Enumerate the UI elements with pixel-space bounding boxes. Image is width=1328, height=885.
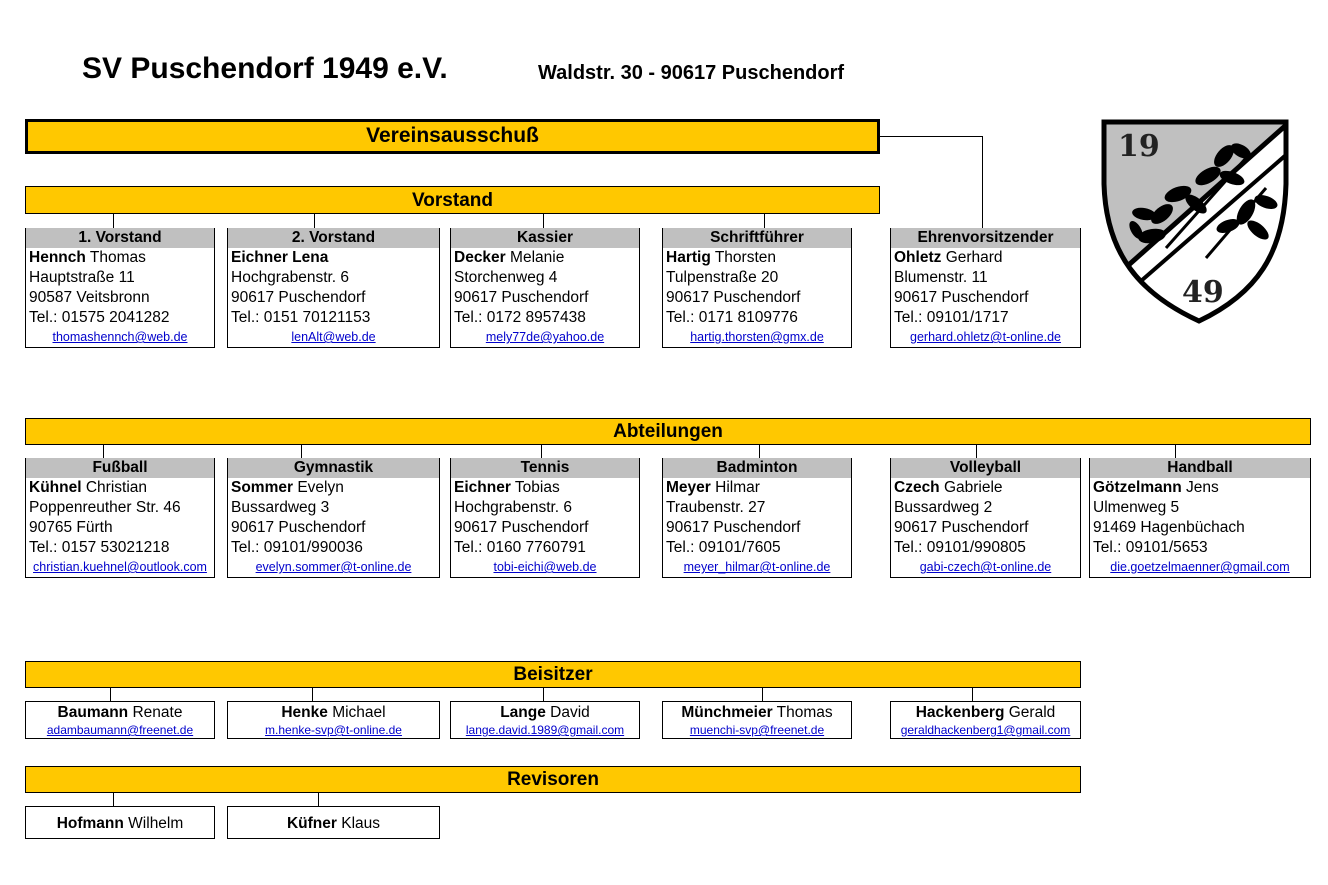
member-city: 90617 Puschendorf xyxy=(666,289,801,306)
member-city: 90617 Puschendorf xyxy=(231,519,366,536)
member-first-name: Thomas xyxy=(89,249,146,266)
member-city: 90587 Veitsbronn xyxy=(29,289,150,306)
member-email xyxy=(26,558,214,577)
connector-line xyxy=(110,688,111,701)
email-link[interactable]: muenchi-svp@freenet.de xyxy=(689,723,825,737)
connector-line xyxy=(113,793,114,806)
member-name xyxy=(228,807,439,841)
member-last-name: Eichner xyxy=(454,479,511,496)
member-city: 90765 Fürth xyxy=(29,519,113,536)
member-email xyxy=(663,723,851,739)
email-link[interactable]: evelyn.sommer@t-online.de xyxy=(255,560,412,574)
email-link[interactable]: christian.kuehnel@outlook.com xyxy=(33,560,207,574)
connector-line xyxy=(103,445,104,458)
club-address: Waldstr. 30 - 90617 Puschendorf xyxy=(538,62,845,84)
member-city: 91469 Hagenbüchach xyxy=(1093,519,1245,536)
member-first-name: Hilmar xyxy=(715,479,760,496)
connector-line xyxy=(318,793,319,806)
member-card xyxy=(450,228,640,348)
connector-line xyxy=(543,214,544,228)
connector-line xyxy=(541,445,542,458)
connector-line xyxy=(759,445,760,458)
member-first-name: Thorsten xyxy=(714,249,776,266)
email-link[interactable]: adambaumann@freenet.de xyxy=(46,723,194,737)
member-street: Tulpenstraße 20 xyxy=(666,269,779,286)
email-link[interactable]: die.goetzelmaenner@gmail.com xyxy=(1110,560,1290,574)
member-name xyxy=(451,248,639,268)
email-link[interactable]: m.henke-svp@t-online.de xyxy=(265,723,402,737)
member-city: 90617 Puschendorf xyxy=(666,519,801,536)
email-link[interactable]: gabi-czech@t-online.de xyxy=(919,560,1052,574)
connector-line xyxy=(312,688,313,701)
member-tel: Tel.: 09101/990036 xyxy=(231,539,363,556)
member-last-name: Küfner xyxy=(286,815,337,832)
connector-line xyxy=(972,688,973,701)
section-vereinsausschuss: Vereinsausschuß xyxy=(25,119,880,154)
member-name xyxy=(663,478,851,498)
connector-line xyxy=(113,214,114,228)
member-last-name: Ohletz xyxy=(894,249,942,266)
member-last-name: Eichner Lena xyxy=(231,249,329,266)
member-tel: Tel.: 09101/1717 xyxy=(894,309,1009,326)
connector-line xyxy=(976,445,977,458)
email-link[interactable]: tobi-eichi@web.de xyxy=(493,560,597,574)
member-last-name: Götzelmann xyxy=(1093,479,1182,496)
member-first-name: Jens xyxy=(1186,479,1219,496)
member-city: 90617 Puschendorf xyxy=(454,519,589,536)
role-header: Fußball xyxy=(26,458,214,478)
member-last-name: Hartig xyxy=(666,249,711,266)
connector-line xyxy=(301,445,302,458)
role-header: 1. Vorstand xyxy=(26,228,214,248)
email-link[interactable]: gerhard.ohletz@t-online.de xyxy=(910,330,1061,344)
member-city: 90617 Puschendorf xyxy=(454,289,589,306)
member-email xyxy=(228,723,439,739)
member-email xyxy=(451,328,639,347)
section-vorstand: Vorstand xyxy=(25,186,880,214)
member-name xyxy=(451,478,639,498)
crest-year-bottom: 49 xyxy=(1182,275,1224,310)
member-first-name: Wilhelm xyxy=(128,815,184,832)
member-tel: Tel.: 09101/990805 xyxy=(894,539,1026,556)
member-name xyxy=(663,248,851,268)
role-header: Badminton xyxy=(663,458,851,478)
section-revisoren: Revisoren xyxy=(25,766,1081,793)
member-name xyxy=(891,248,1080,268)
email-link[interactable]: lenAlt@web.de xyxy=(291,330,376,344)
member-last-name: Czech xyxy=(894,479,940,496)
connector-line xyxy=(543,688,544,701)
member-first-name: Gabriele xyxy=(943,479,1003,496)
member-tel: Tel.: 0171 8109776 xyxy=(666,309,798,326)
role-header: Volleyball xyxy=(891,458,1080,478)
member-first-name: Thomas xyxy=(776,704,833,721)
connector-line xyxy=(1175,445,1176,458)
member-tel: Tel.: 0151 70121153 xyxy=(231,309,371,326)
role-header: Tennis xyxy=(451,458,639,478)
email-link[interactable]: geraldhackenberg1@gmail.com xyxy=(900,723,1071,737)
member-city: 90617 Puschendorf xyxy=(231,289,366,306)
member-email xyxy=(451,723,639,739)
club-crest-icon xyxy=(1096,118,1294,324)
member-name xyxy=(26,702,214,723)
member-city: 90617 Puschendorf xyxy=(894,519,1029,536)
email-link[interactable]: thomashennch@web.de xyxy=(52,330,188,344)
member-card xyxy=(890,458,1081,578)
member-last-name: Kühnel xyxy=(29,479,82,496)
member-last-name: Decker xyxy=(454,249,506,266)
member-name xyxy=(1090,478,1310,498)
member-email xyxy=(228,328,439,347)
section-beisitzer: Beisitzer xyxy=(25,661,1081,688)
member-street: Bussardweg 3 xyxy=(231,499,330,516)
member-first-name: Evelyn xyxy=(297,479,344,496)
connector-line xyxy=(880,136,983,137)
member-name xyxy=(891,702,1080,723)
connector-line xyxy=(314,214,315,228)
member-email xyxy=(228,558,439,577)
member-box xyxy=(227,806,440,839)
member-street: Hochgrabenstr. 6 xyxy=(454,499,573,516)
member-name xyxy=(26,248,214,268)
member-street: Bussardweg 2 xyxy=(894,499,993,516)
member-email xyxy=(1090,558,1310,577)
role-header: Handball xyxy=(1090,458,1310,478)
member-name xyxy=(26,807,214,841)
member-tel: Tel.: 09101/5653 xyxy=(1093,539,1208,556)
email-link[interactable]: hartig.thorsten@gmx.de xyxy=(690,330,824,344)
section-abteilungen: Abteilungen xyxy=(25,418,1311,445)
member-email xyxy=(891,558,1080,577)
member-last-name: Meyer xyxy=(666,479,711,496)
member-first-name: Renate xyxy=(132,704,183,721)
member-last-name: Baumann xyxy=(57,704,129,721)
member-street: Traubenstr. 27 xyxy=(666,499,766,516)
member-name xyxy=(663,702,851,723)
member-first-name: Tobias xyxy=(514,479,560,496)
club-name: SV Puschendorf 1949 e.V. xyxy=(82,52,448,85)
member-tel: Tel.: 0160 7760791 xyxy=(454,539,586,556)
connector-line xyxy=(762,688,763,701)
member-name xyxy=(228,248,439,268)
member-email xyxy=(663,328,851,347)
member-name xyxy=(228,478,439,498)
member-tel: Tel.: 0172 8957438 xyxy=(454,309,586,326)
member-last-name: Münchmeier xyxy=(681,704,773,721)
member-card xyxy=(227,228,440,348)
member-first-name: Melanie xyxy=(510,249,565,266)
member-box xyxy=(450,701,640,739)
member-first-name: David xyxy=(550,704,590,721)
email-link[interactable]: mely77de@yahoo.de xyxy=(485,330,605,344)
member-box xyxy=(227,701,440,739)
member-last-name: Lange xyxy=(500,704,546,721)
member-street: Poppenreuther Str. 46 xyxy=(29,499,181,516)
member-last-name: Henke xyxy=(281,704,328,721)
member-last-name: Hennch xyxy=(29,249,86,266)
member-tel: Tel.: 09101/7605 xyxy=(666,539,781,556)
member-tel: Tel.: 01575 2041282 xyxy=(29,309,170,326)
member-email xyxy=(451,558,639,577)
member-city: 90617 Puschendorf xyxy=(894,289,1029,306)
member-card xyxy=(227,458,440,578)
member-first-name: Gerald xyxy=(1008,704,1056,721)
member-email xyxy=(891,328,1080,347)
member-email xyxy=(26,723,214,739)
connector-line xyxy=(764,214,765,228)
member-box xyxy=(25,806,215,839)
member-box xyxy=(662,701,852,739)
member-street: Hauptstraße 11 xyxy=(29,269,135,286)
member-first-name: Michael xyxy=(332,704,386,721)
role-header: Kassier xyxy=(451,228,639,248)
member-card xyxy=(450,458,640,578)
member-box xyxy=(890,701,1081,739)
member-card xyxy=(890,228,1081,348)
member-last-name: Sommer xyxy=(231,479,294,496)
role-header: Schriftführer xyxy=(663,228,851,248)
role-header: Gymnastik xyxy=(228,458,439,478)
member-first-name: Gerhard xyxy=(945,249,1003,266)
member-first-name: Klaus xyxy=(341,815,381,832)
member-street: Ulmenweg 5 xyxy=(1093,499,1180,516)
member-last-name: Hofmann xyxy=(56,815,124,832)
member-street: Storchenweg 4 xyxy=(454,269,558,286)
member-last-name: Hackenberg xyxy=(915,704,1005,721)
connector-line xyxy=(982,214,983,228)
member-card xyxy=(1089,458,1311,578)
email-link[interactable]: meyer_hilmar@t-online.de xyxy=(683,560,831,574)
member-card xyxy=(662,228,852,348)
member-card xyxy=(25,228,215,348)
member-name xyxy=(26,478,214,498)
member-street: Blumenstr. 11 xyxy=(894,269,988,286)
member-tel: Tel.: 0157 53021218 xyxy=(29,539,170,556)
role-header: 2. Vorstand xyxy=(228,228,439,248)
member-email xyxy=(891,723,1080,739)
crest-year-top: 19 xyxy=(1118,129,1160,164)
member-name xyxy=(891,478,1080,498)
member-email xyxy=(26,328,214,347)
role-header: Ehrenvorsitzender xyxy=(891,228,1080,248)
member-street: Hochgrabenstr. 6 xyxy=(231,269,350,286)
member-card xyxy=(662,458,852,578)
email-link[interactable]: lange.david.1989@gmail.com xyxy=(465,723,625,737)
member-box xyxy=(25,701,215,739)
member-first-name: Christian xyxy=(85,479,148,496)
member-name xyxy=(228,702,439,723)
member-name xyxy=(451,702,639,723)
member-card xyxy=(25,458,215,578)
member-email xyxy=(663,558,851,577)
